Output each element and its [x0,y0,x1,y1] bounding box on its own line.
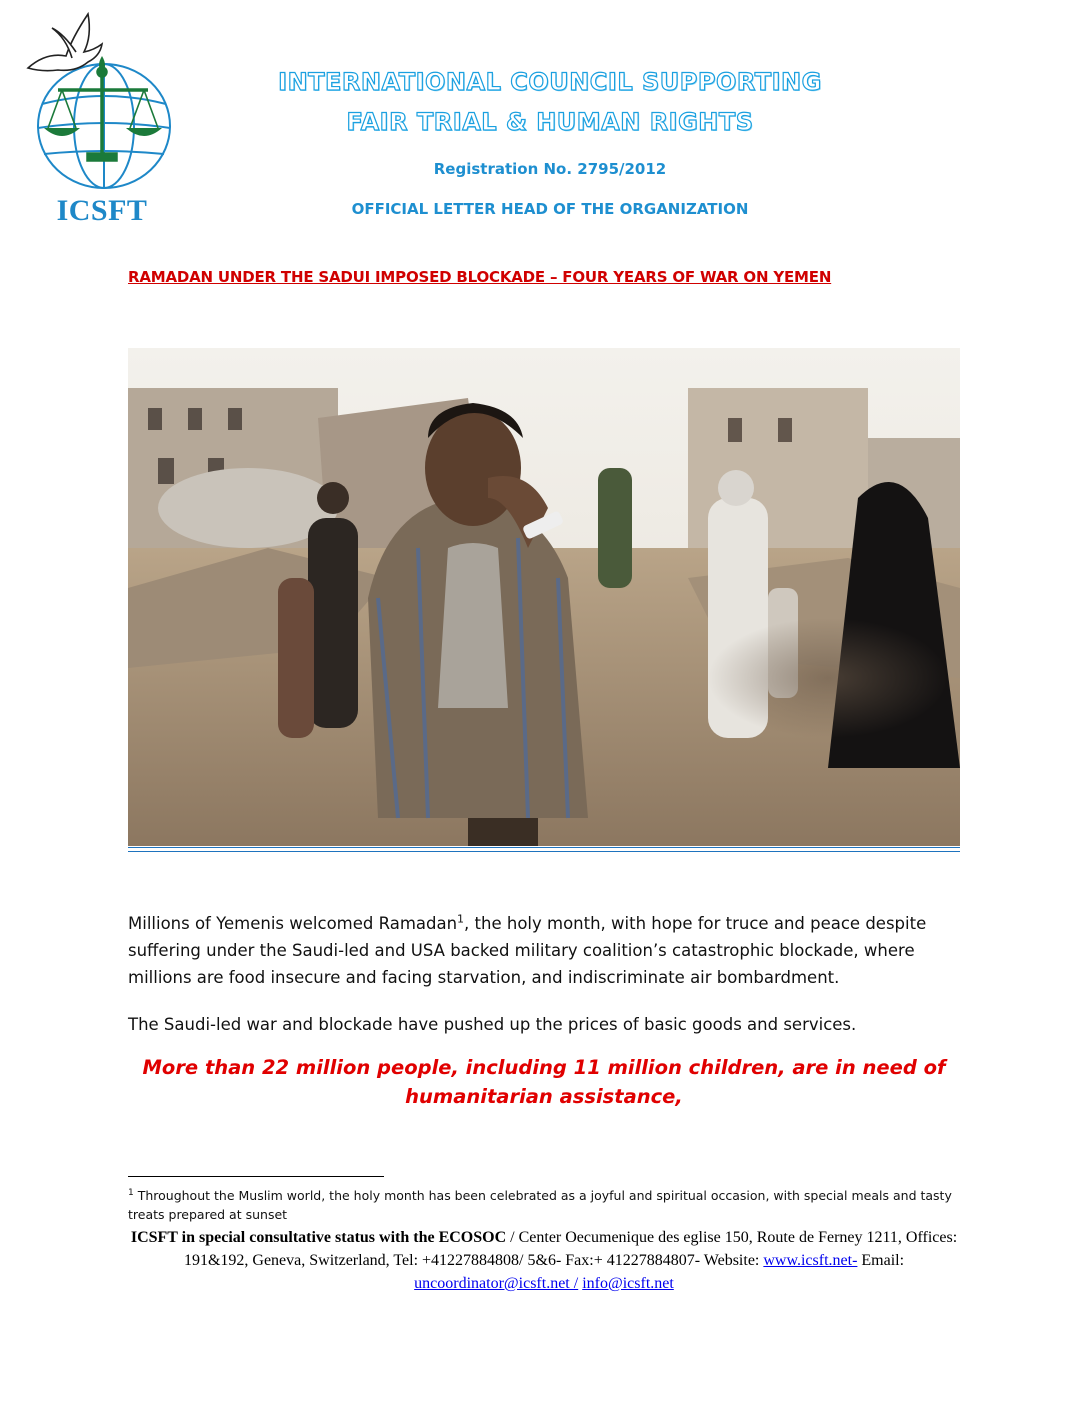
photo-rule-top [128,847,960,848]
footnote [128,1186,968,1224]
registration-number: Registration No. 2795/2012 [433,160,667,178]
organization-name-line2: FAIR TRIAL & HUMAN RIGHTS [346,108,754,136]
paragraph-prices: The Saudi-led war and blockade have pushed up the prices of basic goods and services. [128,1015,857,1034]
footnote-rule [128,1176,384,1177]
photo-rule-bottom [128,851,960,852]
footer-address: / Center Oecumenique des eglise 150, Route de Ferney 1211, Offices: 191&192, Geneva, Switzerland, Tel: +41227884808/ 5&6- Fax:+ 41227884807- Website: [183,1229,958,1269]
footer-email-label: Email: [857,1252,905,1269]
footer-consultative-status: ICSFT in special consultative status with the ECOSOC [130,1229,507,1246]
organization-logo [22,8,182,228]
paragraph-ramadan-start: Millions of Yemenis welcomed Ramadan [128,914,458,933]
paragraph-ramadan-rest: , the holy month, with hope for truce and peace despite suffering under the Saudi-led and USA backed military coalition’s catastrophic blockade, where millions are food insecure and facing starvation, and indiscriminate air bombardment. [128,914,927,987]
paragraph-ramadan [128,910,968,991]
letterhead-label: OFFICIAL LETTER HEAD OF THE ORGANIZATION [351,200,749,218]
organization-name-line1: INTERNATIONAL COUNCIL SUPPORTING [278,68,822,96]
letterhead-footer [120,1226,968,1295]
logo-text: ICSFT [56,194,148,227]
highlight-statement: More than 22 million people, including 11 million children, are in need of humanitarian assistance, [142,1056,946,1108]
email-link-uncoordinator[interactable]: uncoordinator@icsft.net / [414,1275,579,1292]
footnote-reference: 1 [457,912,465,926]
child-in-rubble-photo [128,348,960,846]
footnote-number: 1 [128,1187,134,1198]
website-link[interactable]: www.icsft.net- [763,1252,858,1269]
dove-scales-globe-icon [22,8,182,193]
email-link-info[interactable]: info@icsft.net [582,1275,674,1292]
footnote-text: Throughout the Muslim world, the holy month has been celebrated as a joyful and spiritual occasion, with special meals and tasty treats prepared at sunset [128,1188,952,1222]
document-headline: RAMADAN UNDER THE SADUI IMPOSED BLOCKADE – FOUR YEARS OF WAR ON YEMEN [128,268,832,286]
